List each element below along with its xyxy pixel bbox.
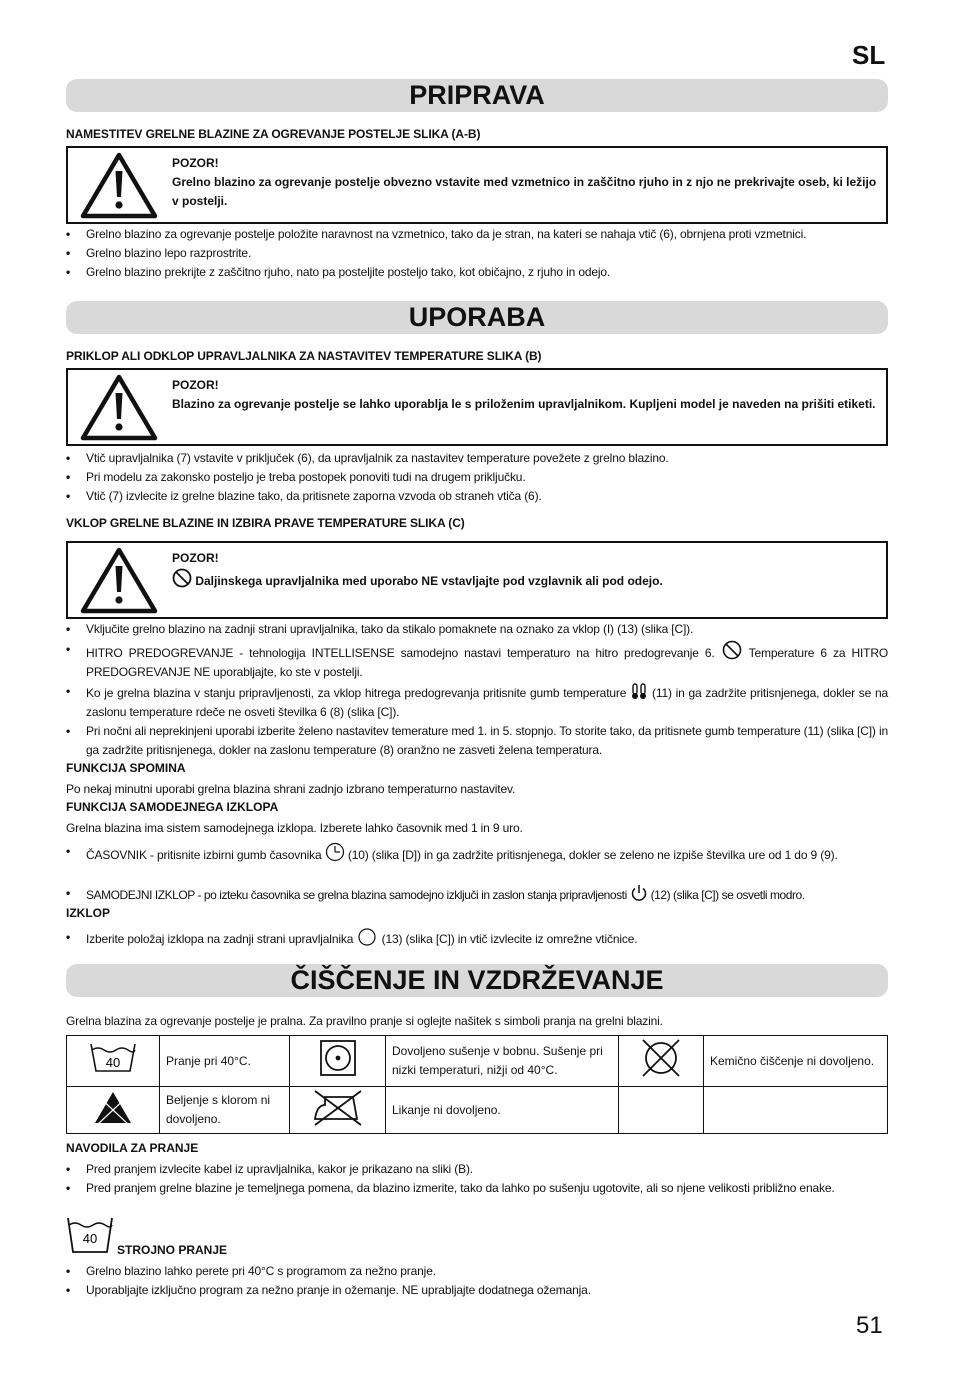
list-item: • Grelno blazino lepo razprostrite. <box>66 246 252 260</box>
section-header-ciscenje: ČIŠČENJE IN VZDRŽEVANJE <box>66 964 888 997</box>
warning-title: POZOR! <box>172 551 219 565</box>
warning-text: Blazino za ogrevanje postelje se lahko uporablja le s priloženim upravljalnikom. Kupljeni model je naveden na prišiti etiketi. <box>172 397 876 411</box>
language-code: SL <box>852 40 886 70</box>
izklop-auto-heading: FUNKCIJA SAMODEJNEGA IZKLOPA <box>66 800 279 814</box>
warning-triangle-icon <box>80 546 158 614</box>
warning-text: Grelno blazino za ogrevanje postelje obvezno vstavite med vzmetnico in zaščitno rjuho in z njo ne prekrivajte oseb, ki ležijo v postelji. <box>172 175 877 208</box>
uporaba-subtitle-1: PRIKLOP ALI ODKLOP UPRAVLJALNIKA ZA NASTAVITEV TEMPERATURE SLIKA (B) <box>66 349 542 363</box>
list-item: • Grelno blazino prekrijte z zaščitno rjuho, nato pa posteljite posteljo tako, kot običajno, z rjuho in odejo. <box>66 265 611 279</box>
warning-triangle-icon <box>80 373 158 441</box>
list-item: • Uporabljajte izključno program za nežno pranje in ožemanje. NE uprabljajte dodatnega ožemanja. <box>66 1283 591 1297</box>
dry-symbol-cell <box>290 1036 386 1087</box>
power-icon <box>630 884 648 902</box>
strojno-heading: STROJNO PRANJE <box>117 1243 228 1257</box>
wash-symbol-cell <box>67 1036 160 1087</box>
list-item: • Grelno blazino za ogrevanje postelje položite naravnost na vzmetnico, tako da je stran, na kateri se nahaja vtič (6), obrnjena proti vzmetnici. <box>66 227 807 241</box>
wash-40-icon <box>66 1216 114 1256</box>
navodila-heading: NAVODILA ZA PRANJE <box>66 1141 199 1155</box>
warning-title: POZOR! <box>172 156 219 170</box>
dry-label: Dovoljeno sušenje v bobnu. Sušenje pri nizki temperaturi, nižji od 40°C. <box>386 1036 619 1087</box>
list-item: • Grelno blazino lahko perete pri 40°C s programom za nežno pranje. <box>66 1264 436 1278</box>
bleach-label: Beljenje s klorom ni dovoljeno. <box>160 1087 290 1134</box>
warning-box-3 <box>66 541 888 619</box>
warning-box-2 <box>66 368 888 446</box>
list-item: • Vtič upravljalnika (7) vstavite v priključek (6), da upravljalnik za nastavitev temperature povežete z grelno blazino. <box>66 451 669 465</box>
iron-label: Likanje ni dovoljeno. <box>386 1087 619 1134</box>
list-item: • Vključite grelno blazino na zadnji strani upravljalnika, tako da stikalo pomaknete na oznako za vklop (I) (13) (slika [C]). <box>66 622 694 636</box>
clock-icon <box>325 842 345 862</box>
list-item: • HITRO PREDOGREVANJE - tehnologija INTELLISENSE samodejno nastavi temperaturo na hitro predogrevanje 6. Temperature 6 za HITRO PREDOGREVANJE NE uporabljajte, ko ste v postelji. <box>66 642 889 679</box>
list-item: • ČASOVNIK - pritisnite izbirni gumb časovnika (10) (slika [D]) in ga zadržite pritisnjenega, dokler se zeleno ne izpiše številka ure od 1 do 9 (9). <box>66 844 838 862</box>
chem-label: Kemično čiščenje ni dovoljeno. <box>704 1036 888 1087</box>
off-circle-icon <box>356 928 378 946</box>
izklop-heading: IZKLOP <box>66 906 110 920</box>
uporaba-subtitle-2: VKLOP GRELNE BLAZINE IN IZBIRA PRAVE TEMPERATURE SLIKA (C) <box>66 516 465 530</box>
tumble-dry-low-icon <box>318 1038 358 1078</box>
wash-40-icon <box>88 1041 138 1075</box>
svg-text:40: 40 <box>82 1231 98 1246</box>
page-number: 51 <box>856 1312 883 1339</box>
warning-box-1 <box>66 146 888 224</box>
prohibited-icon <box>172 568 192 588</box>
svg-text:40: 40 <box>105 1055 121 1070</box>
section-header-priprava: PRIPRAVA <box>66 79 888 112</box>
wash-label: Pranje pri 40°C. <box>160 1036 290 1087</box>
list-item: • Pri modelu za zakonsko posteljo je treba postopek ponoviti tudi na drugem priključku. <box>66 470 526 484</box>
warning-title: POZOR! <box>172 378 219 392</box>
thermometer-icon <box>630 682 648 700</box>
empty-cell <box>619 1087 704 1134</box>
priprava-subtitle: NAMESTITEV GRELNE BLAZINE ZA OGREVANJE POSTELJE SLIKA (A-B) <box>66 127 481 141</box>
spomin-heading: FUNKCIJA SPOMINA <box>66 761 186 775</box>
ciscenje-intro: Grelna blazina za ogrevanje postelje je pralna. Za pravilno pranje si oglejte našitek s simboli pranja na grelni blazini. <box>66 1014 663 1028</box>
list-item: • Izberite položaj izklopa na zadnji strani upravljalnika (13) (slika [C]) in vtič izvlecite iz omrežne vtičnice. <box>66 930 638 946</box>
no-dry-cleaning-icon <box>637 1036 685 1080</box>
iron-symbol-cell <box>290 1087 386 1134</box>
no-bleach-icon <box>91 1087 135 1127</box>
list-item: • Vtič (7) izvlecite iz grelne blazine tako, da pritisnete zaporna vzvoda ob straneh vtiča (6). <box>66 489 542 503</box>
wash-symbols-table <box>66 1035 888 1134</box>
bleach-symbol-cell <box>67 1087 160 1134</box>
section-header-uporaba: UPORABA <box>66 301 888 334</box>
list-item: • SAMODEJNI IZKLOP - po izteku časovnika se grelna blazina samodejno izključi in zaslon stanja pripravljenosti (12) (slika [C]) se osvetli modro. <box>66 886 805 902</box>
warning-text: Daljinskega upravljalnika med uporabo NE vstavljajte pod vzglavnik ali pod odejo. <box>195 574 663 588</box>
list-item: • Pred pranjem izvlecite kabel iz upravljalnika, kakor je prikazano na sliki (B). <box>66 1162 473 1176</box>
list-item: • Pred pranjem grelne blazine je temeljnega pomena, da blazino izmerite, tako da lahko po sušenju ugotovite, ali so njene velikosti približno enake. <box>66 1181 835 1195</box>
izklop-auto-text: Grelna blazina ima sistem samodejnega izklopa. Izberete lahko časovnik med 1 in 9 uro. <box>66 821 523 835</box>
chem-symbol-cell <box>619 1036 704 1087</box>
list-item: • Pri nočni ali neprekinjeni uporabi izberite želeno nastavitev temerature med 1. in 5. stopnjo. To storite tako, da pritisnete gumb temperature (11) (slika [C]) in ga zadržite pritisnjenega, dokler na zaslonu temperature (8) oranžno ne zasveti želena temperatura. <box>66 724 888 757</box>
warning-triangle-icon <box>80 151 158 219</box>
prohibited-icon <box>721 640 743 660</box>
spomin-text: Po nekaj minutni uporabi grelna blazina shrani zadnjo izbrano temperaturno nastavitev. <box>66 782 516 796</box>
no-ironing-icon <box>309 1087 367 1127</box>
empty-cell <box>704 1087 888 1134</box>
list-item: • Ko je grelna blazina v stanju pripravljenosti, za vklop hitrega predogrevanja pritisnite gumb temperature (11) in ga zadržite pritisnjenega, dokler se na zaslonu temperature rdeče ne osveti številka 6 (8) (slika [C]). <box>66 684 889 719</box>
